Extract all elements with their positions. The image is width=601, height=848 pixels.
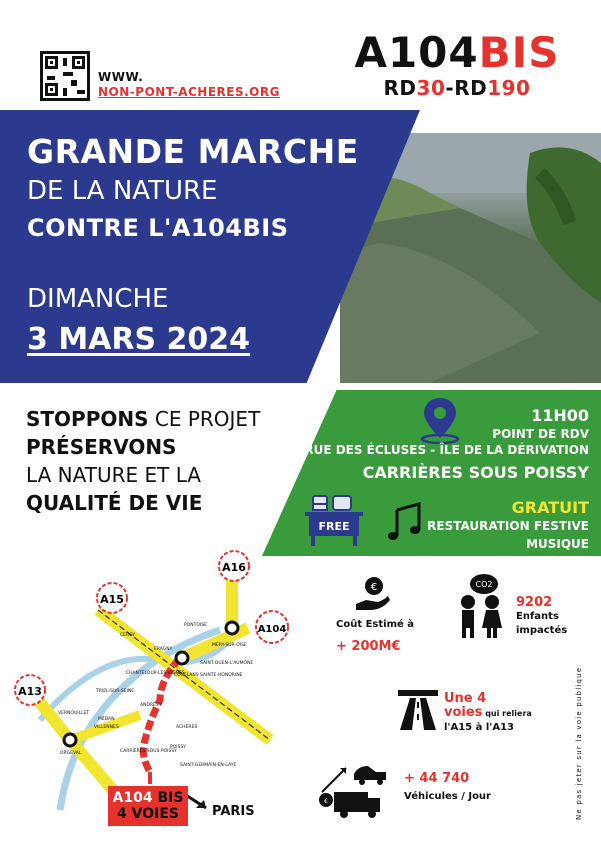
road-a16: A16 [222,561,246,574]
slogan [26,405,260,517]
co2-label: CO2 [475,580,493,589]
town-label: PONTOISE [184,623,207,628]
vehicles-icon [316,762,388,818]
road-a104: A104 [257,624,287,635]
children-value: 9202 [516,595,553,610]
brand-logo [346,30,568,100]
slogan-stop: STOPPONS [26,407,149,431]
town-label: SAINT-GERMAIN-EN-LAYE [180,763,237,768]
location-pin-icon [418,396,462,444]
free-title: GRATUIT [511,498,589,517]
town-label: ACHÈRES [176,725,198,730]
music-note-icon [387,502,423,542]
rdv-address: RUE DES ÉCLUSES - ÎLE DE LA DÉRIVATION [304,443,589,457]
svg-text:€: € [324,798,328,805]
slogan-preserve: PRÉSERVONS [26,435,177,459]
website-url[interactable] [98,70,280,100]
hero-subtitle-2: CONTRE L'A104BIS [27,214,289,242]
url-line2[interactable]: NON-PONT-ACHERES.ORG [98,85,280,99]
town-label: SAINT-OUEN-L'AUMÔNE [200,661,254,666]
free-badge: FREE [318,520,350,533]
brand-main: A104 [354,28,479,77]
cost-stat [336,618,414,654]
food-stand-icon [303,494,365,546]
road-line2b: qui reliera [482,709,532,718]
free-music: MUSIQUE [526,537,589,551]
brand-sep: -RD [445,76,488,100]
hero-title: GRANDE MARCHE [27,132,359,171]
vehicles-value: + 44 740 [404,771,470,786]
children-label-2: impactés [516,625,568,636]
town-label: CONFLANS SAINTE-HONORINE [174,673,243,678]
town-label: MÉDAN [98,717,115,722]
town-label: ANDRÉSY [140,703,162,708]
children-co2-icon [450,572,510,638]
rdv-city: CARRIÈRES SOUS POISSY [362,463,589,482]
town-label: POISSY [170,745,187,750]
children-stat [516,596,567,638]
slogan-rest: CE PROJET [148,407,261,431]
disposal-notice: Ne pas jeter sur la voie publique [575,666,583,820]
town-label: CARRIÈRES SOUS POISSY [120,749,177,754]
brand-bis: BIS [478,28,560,77]
cost-label: Coût Estimé à [336,619,415,630]
vehicles-stat [404,772,491,804]
badge-bis: BIS [157,790,184,806]
cost-value: + 200M€ [336,639,401,654]
town-label: MÉRY-SUR-OISE [212,643,247,648]
road-stat [444,692,532,735]
brand-rd2-num: 190 [487,76,531,100]
money-hand-icon [352,574,392,614]
road-line2: voies [444,705,483,720]
town-label: VERNOUILLET [58,711,90,716]
paris-label: PARIS [212,804,255,819]
town-label: ORGEVAL [60,751,82,756]
url-line1: WWW. [98,70,144,84]
slogan-nature: LA NATURE ET LA [26,463,201,487]
rdv-label: POINT DE RDV [492,427,589,441]
event-day: DIMANCHE [27,284,169,314]
slogan-quality: QUALITÉ DE VIE [26,491,203,515]
brand-rd1: RD [383,76,417,100]
road-line3: l'A15 à l'A13 [444,722,514,733]
a104bis-badge [108,786,188,826]
free-food: RESTAURATION FESTIVE [427,519,589,533]
town-label: CERGY [120,633,136,638]
badge-4voies: 4 VOIES [117,806,179,822]
rdv-time: 11H00 [531,406,589,425]
road-a13: A13 [18,685,42,698]
town-label: ERAGNY [154,647,173,652]
town-label: CHANTELOUP-LES-VIGNES [126,671,185,676]
town-label: VILLENNES [94,725,119,730]
road-a15: A15 [100,593,124,606]
brand-rd1-num: 30 [416,76,446,100]
event-date: 3 MARS 2024 [27,322,251,357]
badge-a104: A104 [112,790,158,806]
children-label-1: Enfants [516,611,559,622]
town-label: TRIEL-SUR-SEINE [96,689,135,694]
hero-subtitle-1: DE LA NATURE [27,176,218,206]
highway-icon [398,690,438,730]
road-line1: Une 4 [444,691,487,706]
vehicles-label: Véhicules / Jour [404,791,491,802]
qr-code[interactable] [40,51,90,101]
svg-text:€: € [370,582,378,593]
